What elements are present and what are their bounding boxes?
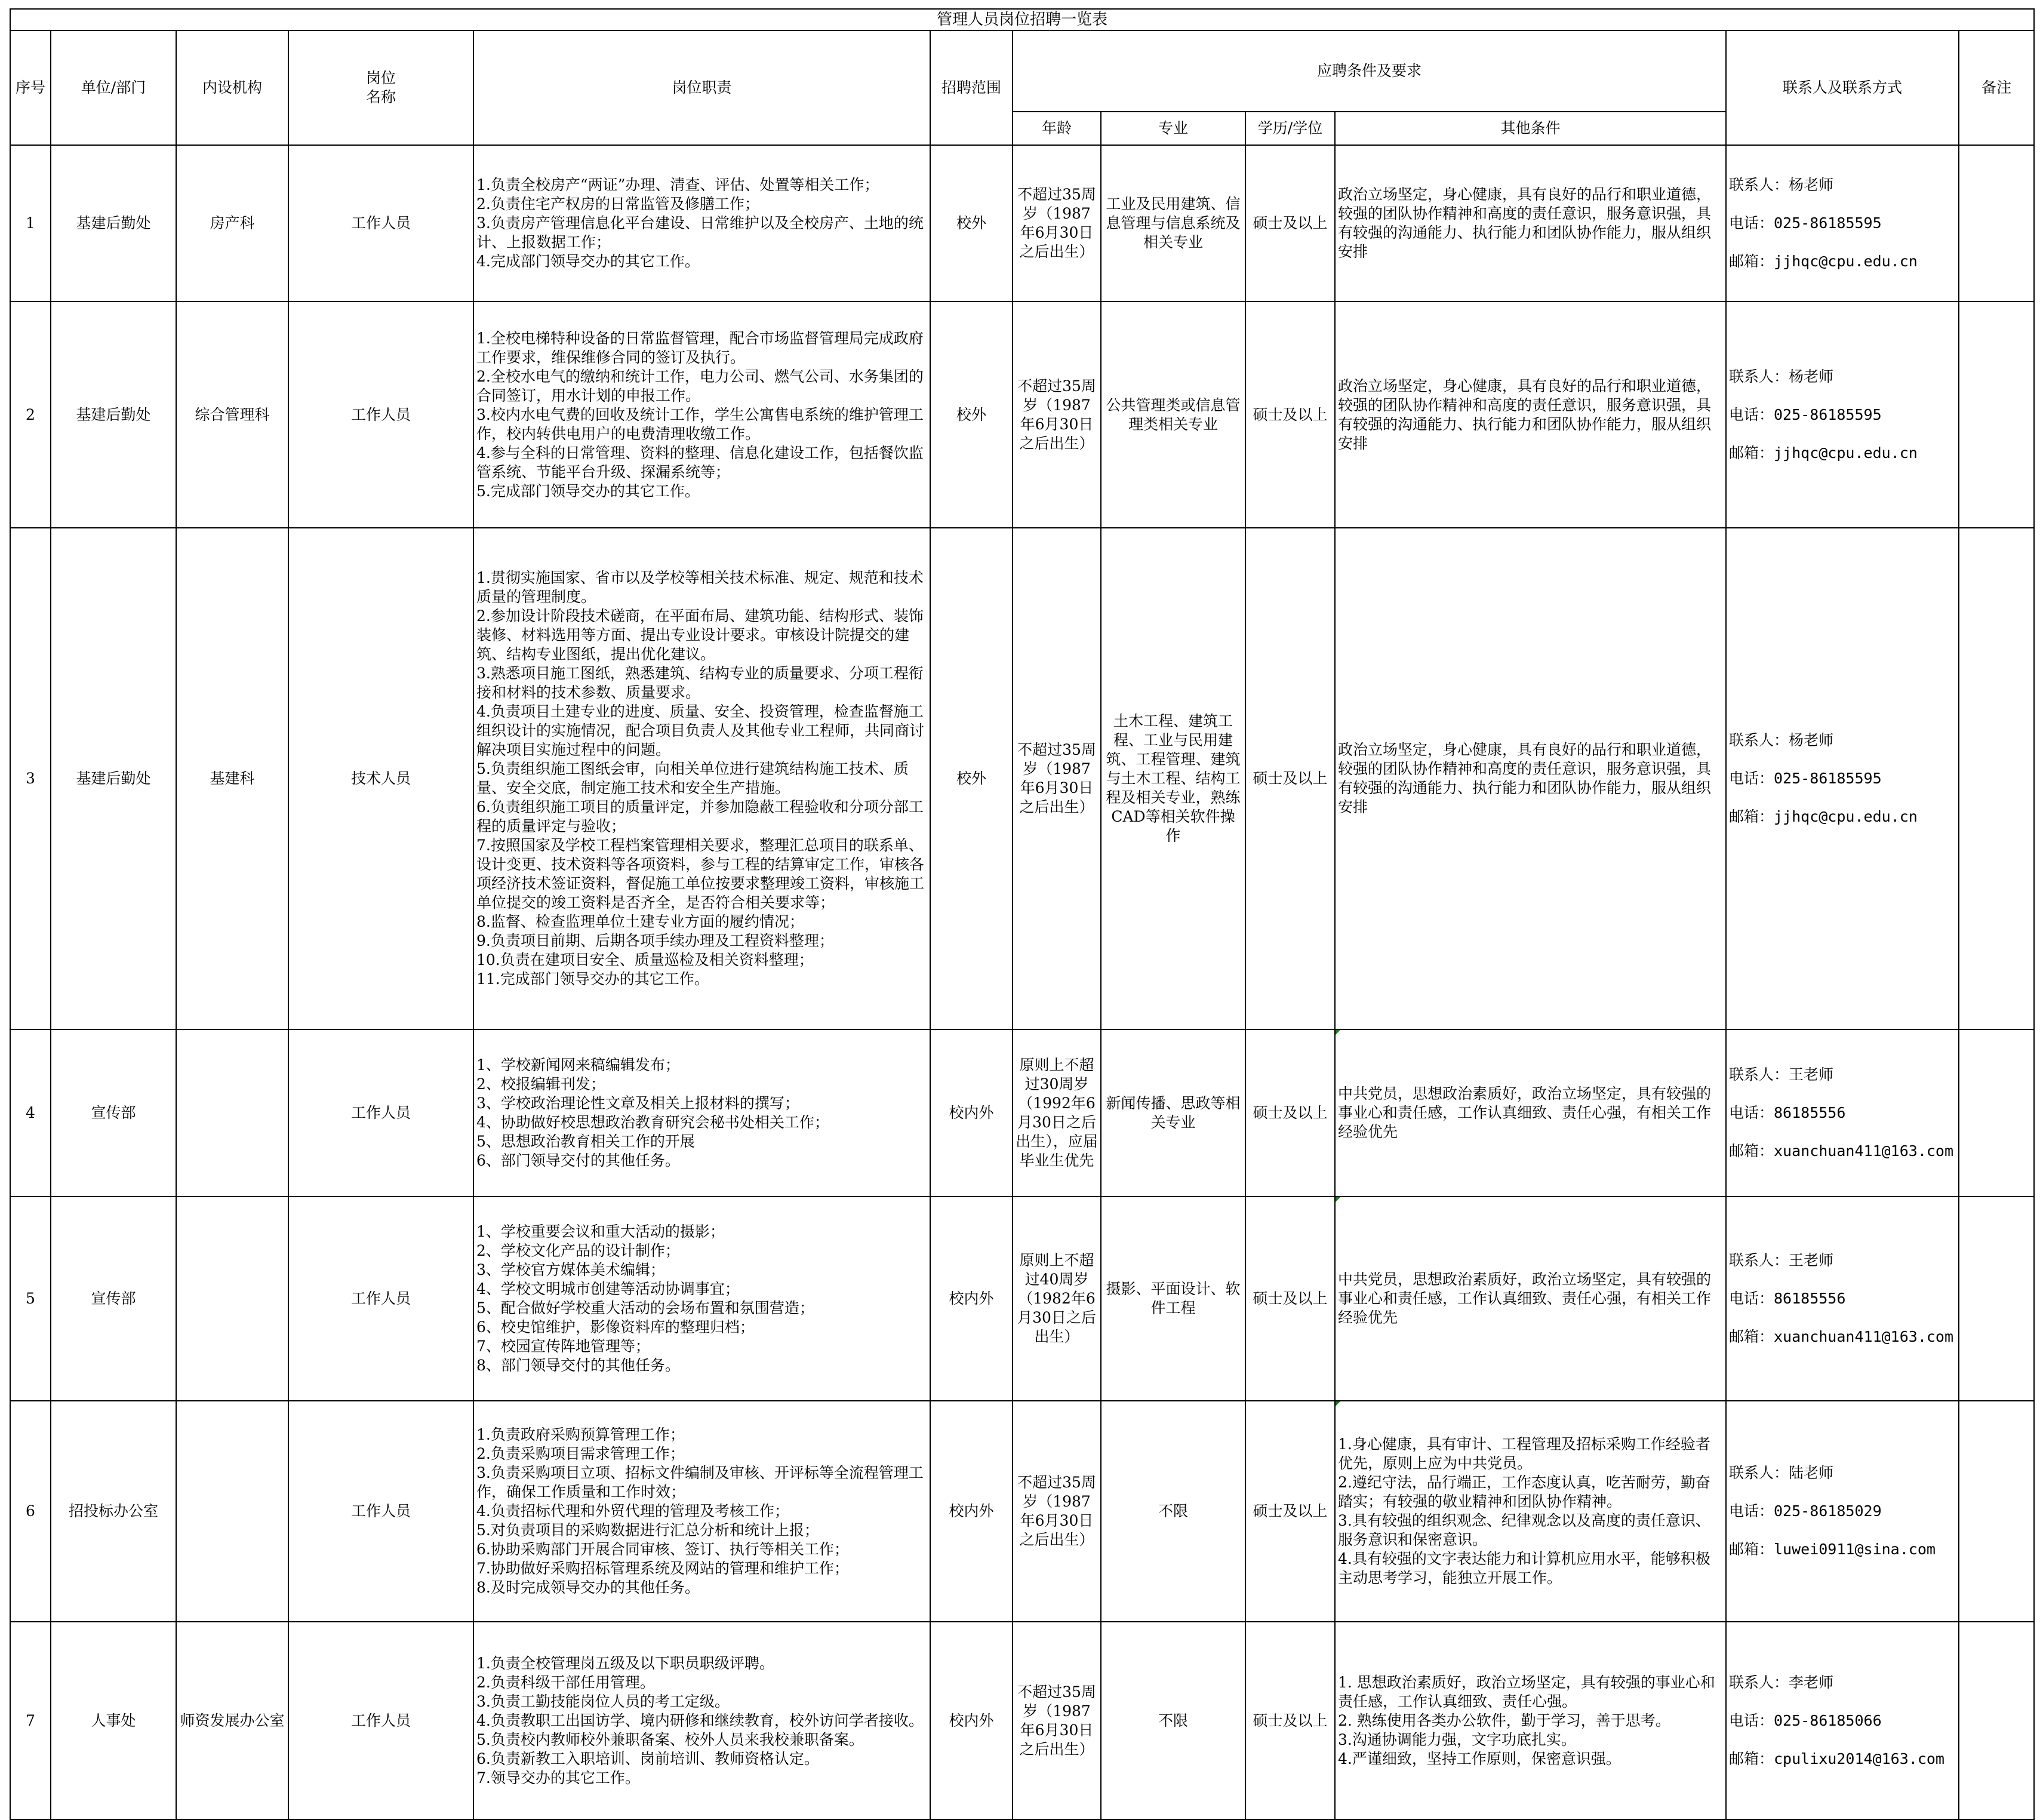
cell-position: 工作人员 — [288, 1029, 473, 1197]
cell-duties: 1、学校重要会议和重大活动的摄影； 2、学校文化产品的设计制作； 3、学校官方媒体美术编辑； 4、学校文明城市创建等活动协调事宜； 5、配合做好学校重大活动的会场布置和氛围营造； 6、校史馆维护，影像资料库的整理归档； 7、校园宣传阵地管理等； 8、部门领导交付的其他任务。 — [473, 1197, 930, 1401]
table-title: 管理人员岗位招聘一览表 — [10, 9, 2034, 30]
cell-scope: 校内外 — [930, 1197, 1013, 1401]
cell-degree: 硕士及以上 — [1245, 1197, 1335, 1401]
cell-contact — [1726, 1197, 1959, 1401]
cell-major: 土木工程、建筑工程、工业与民用建筑、工程管理、建筑与土木工程、结构工程及相关专业，熟练CAD等相关软件操作 — [1101, 528, 1245, 1029]
cell-duties: 1.全校电梯特种设备的日常监督管理，配合市场监督管理局完成政府工作要求，维保维修合同的签订及执行。 2.全校水电气的缴纳和统计工作，电力公司、燃气公司、水务集团的合同签订，用水计划的申报工作。 3.校内水电气费的回收及统计工作，学生公寓售电系统的维护管理工作，校内转供电用户的电费清理收缴工作。 4.参与全科的日常管理、资料的整理、信息化建设工作，包括餐饮监管系统、节能平台升级、探漏系统等； 5.完成部门领导交办的其它工作。 — [473, 302, 930, 528]
cell-seq: 6 — [10, 1401, 51, 1622]
cell-unit: 人事处 — [51, 1622, 176, 1819]
cell-degree: 硕士及以上 — [1245, 1029, 1335, 1197]
cell-internal — [176, 1029, 288, 1197]
cell-unit: 宣传部 — [51, 1197, 176, 1401]
cell-remark — [1959, 528, 2034, 1029]
cell-seq: 7 — [10, 1622, 51, 1819]
cell-degree: 硕士及以上 — [1245, 528, 1335, 1029]
table-row — [10, 145, 2034, 302]
cell-duties: 1.负责政府采购预算管理工作； 2.负责采购项目需求管理工作； 3.负责采购项目立项、招标文件编制及审核、开评标等全流程管理工作，确保工作质量和工作时效； 4.负责招标代理和外贸代理的管理及考核工作； 5.对负责项目的采购数据进行汇总分析和统计上报； 6.协助采购部门开展合同审核、签订、执行等相关工作； 7.协助做好采购招标管理系统及网站的管理和维护工作； 8.及时完成领导交办的其他任务。 — [473, 1401, 930, 1622]
cell-seq: 4 — [10, 1029, 51, 1197]
cell-scope: 校内外 — [930, 1622, 1013, 1819]
recruitment-sheet — [10, 8, 2033, 1820]
cell-other: 政治立场坚定，身心健康，具有良好的品行和职业道德，较强的团队协作精神和高度的责任意识，服务意识强，具有较强的沟通能力、执行能力和团队协作能力，服从组织安排 — [1335, 528, 1726, 1029]
contact-email: 邮箱：xuanchuan411@163.com — [1729, 1328, 1954, 1345]
header-unit: 单位/部门 — [51, 30, 176, 145]
cell-contact — [1726, 1622, 1959, 1819]
cell-age: 不超过35周岁（1987年6月30日之后出生） — [1013, 145, 1101, 302]
contact-name: 联系人：李老师 — [1729, 1673, 1834, 1691]
header-remark: 备注 — [1959, 30, 2034, 145]
cell-other: 中共党员，思想政治素质好，政治立场坚定，具有较强的事业心和责任感，工作认真细致、责任心强，有相关工作经验优先 — [1335, 1197, 1726, 1401]
cell-major: 工业及民用建筑、信息管理与信息系统及相关专业 — [1101, 145, 1245, 302]
cell-unit: 基建后勤处 — [51, 145, 176, 302]
cell-major: 新闻传播、思政等相关专业 — [1101, 1029, 1245, 1197]
cell-seq: 2 — [10, 302, 51, 528]
contact-name: 联系人：王老师 — [1729, 1066, 1834, 1083]
contact-email: 邮箱：jjhqc@cpu.edu.cn — [1729, 253, 1918, 270]
cell-internal — [176, 1401, 288, 1622]
cell-major: 不限 — [1101, 1622, 1245, 1819]
cell-unit: 招投标办公室 — [51, 1401, 176, 1622]
cell-seq: 1 — [10, 145, 51, 302]
cell-position: 工作人员 — [288, 1622, 473, 1819]
header-major: 专业 — [1101, 112, 1245, 145]
cell-age: 不超过35周岁（1987年6月30日之后出生） — [1013, 1401, 1101, 1622]
header-age: 年龄 — [1013, 112, 1101, 145]
contact-name: 联系人：陆老师 — [1729, 1464, 1834, 1481]
header-requirements: 应聘条件及要求 — [1013, 30, 1726, 112]
contact-name: 联系人：王老师 — [1729, 1252, 1834, 1269]
cell-unit: 宣传部 — [51, 1029, 176, 1197]
table-row — [10, 302, 2034, 528]
cell-major: 公共管理类或信息管理类相关专业 — [1101, 302, 1245, 528]
cell-scope: 校外 — [930, 528, 1013, 1029]
contact-name: 联系人：杨老师 — [1729, 176, 1834, 193]
cell-duties: 1.负责全校管理岗五级及以下职员职级评聘。 2.负责科级干部任用管理。 3.负责工勤技能岗位人员的考工定级。 4.负责教职工出国访学、境内研修和继续教育，校外访问学者接收。 5.负责校内教师校外兼职备案、校外人员来我校兼职备案。 6.负责新教工入职培训、岗前培训、教师资格认定。 7.领导交办的其它工作。 — [473, 1622, 930, 1819]
contact-phone: 电话：025-86185066 — [1729, 1711, 1882, 1729]
table-row — [10, 1622, 2034, 1819]
table-row — [10, 528, 2034, 1029]
cell-other: 中共党员，思想政治素质好，政治立场坚定，具有较强的事业心和责任感，工作认真细致、责任心强，有相关工作经验优先 — [1335, 1029, 1726, 1197]
header-position: 岗位 名称 — [288, 30, 473, 145]
contact-phone: 电话：025-86185595 — [1729, 405, 1882, 423]
cell-internal: 师资发展办公室 — [176, 1622, 288, 1819]
cell-unit: 基建后勤处 — [51, 302, 176, 528]
cell-internal: 基建科 — [176, 528, 288, 1029]
cell-duties: 1、学校新闻网来稿编辑发布； 2、校报编辑刊发； 3、学校政治理论性文章及相关上报材料的撰写； 4、协助做好校思想政治教育研究会秘书处相关工作； 5、思想政治教育相关工作的开展 6、部门领导交付的其他任务。 — [473, 1029, 930, 1197]
cell-duties: 1.负责全校房产“两证”办理、清查、评估、处置等相关工作； 2.负责住宅产权房的日常监管及修膳工作； 3.负责房产管理信息化平台建设、日常维护以及全校房产、土地的统计、上报数据工作； 4.完成部门领导交办的其它工作。 — [473, 145, 930, 302]
cell-internal: 房产科 — [176, 145, 288, 302]
recruitment-table — [10, 8, 2035, 1820]
cell-position: 工作人员 — [288, 302, 473, 528]
cell-degree: 硕士及以上 — [1245, 1622, 1335, 1819]
cell-position: 技术人员 — [288, 528, 473, 1029]
cell-position: 工作人员 — [288, 1197, 473, 1401]
cell-remark — [1959, 302, 2034, 528]
table-row — [10, 1197, 2034, 1401]
cell-remark — [1959, 1622, 2034, 1819]
cell-age: 原则上不超过40周岁（1982年6月30日之后出生） — [1013, 1197, 1101, 1401]
contact-email: 邮箱：luwei0911@sina.com — [1729, 1541, 1936, 1558]
cell-degree: 硕士及以上 — [1245, 302, 1335, 528]
cell-degree: 硕士及以上 — [1245, 1401, 1335, 1622]
cell-age: 不超过35周岁（1987年6月30日之后出生） — [1013, 302, 1101, 528]
contact-email: 邮箱：xuanchuan411@163.com — [1729, 1142, 1954, 1160]
header-seq: 序号 — [10, 30, 51, 145]
cell-age: 不超过35周岁（1987年6月30日之后出生） — [1013, 528, 1101, 1029]
cell-remark — [1959, 1197, 2034, 1401]
cell-internal — [176, 1197, 288, 1401]
cell-remark — [1959, 1401, 2034, 1622]
cell-contact — [1726, 1401, 1959, 1622]
contact-email: 邮箱：cpulixu2014@163.com — [1729, 1750, 1944, 1767]
cell-position: 工作人员 — [288, 145, 473, 302]
header-internal: 内设机构 — [176, 30, 288, 145]
header-other: 其他条件 — [1335, 112, 1726, 145]
cell-other: 1.身心健康，具有审计、工程管理及招标采购工作经验者优先，原则上应为中共党员。 2.遵纪守法，品行端正，工作态度认真，吃苦耐劳，勤奋踏实；有较强的敬业精神和团队协作精神。 3.具有较强的组织观念、纪律观念以及高度的责任意识、服务意识和保密意识。 4.具有较强的文字表达能力和计算机应用水平，能够积极主动思考学习，能独立开展工作。 — [1335, 1401, 1726, 1622]
contact-phone: 电话：025-86185029 — [1729, 1502, 1882, 1520]
contact-name: 联系人：杨老师 — [1729, 367, 1834, 385]
cell-contact — [1726, 302, 1959, 528]
cell-position: 工作人员 — [288, 1401, 473, 1622]
cell-duties: 1.贯彻实施国家、省市以及学校等相关技术标准、规定、规范和技术质量的管理制度。 2.参加设计阶段技术磋商，在平面布局、建筑功能、结构形式、装饰装修、材料选用等方面、提出专业设计要求。审核设计院提交的建筑、结构专业图纸，提出优化建议。 3.熟悉项目施工图纸，熟悉建筑、结构专业的质量要求、分项工程衔接和材料的技术参数、质量要求。 4.负责项目土建专业的进度、质量、安全、投资管理，检查监督施工组织设计的实施情况，配合项目负责人及其他专业工程师，共同商讨解决项目实施过程中的问题。 5.负责组织施工图纸会审，向相关单位进行建筑结构施工技术、质量、安全交底，制定施工技术和安全生产措施。 6.负责组织施工项目的质量评定，并参加隐蔽工程验收和分项分部工程的质量评定与验收； 7.按照国家及学校工程档案管理相关要求，整理汇总项目的联系单、设计变更、技术资料等各项资料，参与工程的结算审定工作，审核各项经济技术签证资料，督促施工单位按要求整理竣工资料，审核施工单位提交的竣工资料是否齐全，是否符合相关要求等； 8.监督、检查监理单位土建专业方面的履约情况； 9.负责项目前期、后期各项手续办理及工程资料整理； 10.负责在建项目安全、质量巡检及相关资料整理； 11.完成部门领导交办的其它工作。 — [473, 528, 930, 1029]
contact-phone: 电话：86185556 — [1729, 1104, 1846, 1121]
header-contact: 联系人及联系方式 — [1726, 30, 1959, 145]
contact-phone: 电话：025-86185595 — [1729, 770, 1882, 787]
header-scope: 招聘范围 — [930, 30, 1013, 145]
cell-contact — [1726, 528, 1959, 1029]
cell-other: 政治立场坚定，身心健康，具有良好的品行和职业道德，较强的团队协作精神和高度的责任意识，服务意识强，具有较强的沟通能力、执行能力和团队协作能力，服从组织安排 — [1335, 302, 1726, 528]
cell-contact — [1726, 1029, 1959, 1197]
cell-remark — [1959, 1029, 2034, 1197]
table-row — [10, 1029, 2034, 1197]
cell-internal: 综合管理科 — [176, 302, 288, 528]
cell-seq: 3 — [10, 528, 51, 1029]
cell-scope: 校内外 — [930, 1401, 1013, 1622]
contact-phone: 电话：86185556 — [1729, 1290, 1846, 1307]
contact-name: 联系人：杨老师 — [1729, 731, 1834, 749]
cell-age: 不超过35周岁（1987年6月30日之后出生） — [1013, 1622, 1101, 1819]
contact-email: 邮箱：jjhqc@cpu.edu.cn — [1729, 808, 1918, 825]
cell-scope: 校内外 — [930, 1029, 1013, 1197]
cell-major: 摄影、平面设计、软件工程 — [1101, 1197, 1245, 1401]
cell-major: 不限 — [1101, 1401, 1245, 1622]
contact-email: 邮箱：jjhqc@cpu.edu.cn — [1729, 444, 1918, 462]
header-duties: 岗位职责 — [473, 30, 930, 145]
cell-degree: 硕士及以上 — [1245, 145, 1335, 302]
cell-unit: 基建后勤处 — [51, 528, 176, 1029]
contact-phone: 电话：025-86185595 — [1729, 214, 1882, 232]
cell-remark — [1959, 145, 2034, 302]
cell-other: 政治立场坚定，身心健康，具有良好的品行和职业道德，较强的团队协作精神和高度的责任意识，服务意识强，具有较强的沟通能力、执行能力和团队协作能力，服从组织安排 — [1335, 145, 1726, 302]
cell-seq: 5 — [10, 1197, 51, 1401]
cell-contact — [1726, 145, 1959, 302]
cell-other: 1. 思想政治素质好，政治立场坚定，具有较强的事业心和责任感，工作认真细致、责任心强。 2. 熟练使用各类办公软件，勤于学习，善于思考。 3.沟通协调能力强，文字功底扎实。 4.严谨细致，坚持工作原则，保密意识强。 — [1335, 1622, 1726, 1819]
header-degree: 学历/学位 — [1245, 112, 1335, 145]
cell-age: 原则上不超过30周岁（1992年6月30日之后出生），应届毕业生优先 — [1013, 1029, 1101, 1197]
table-row — [10, 1401, 2034, 1622]
cell-scope: 校外 — [930, 302, 1013, 528]
cell-scope: 校外 — [930, 145, 1013, 302]
